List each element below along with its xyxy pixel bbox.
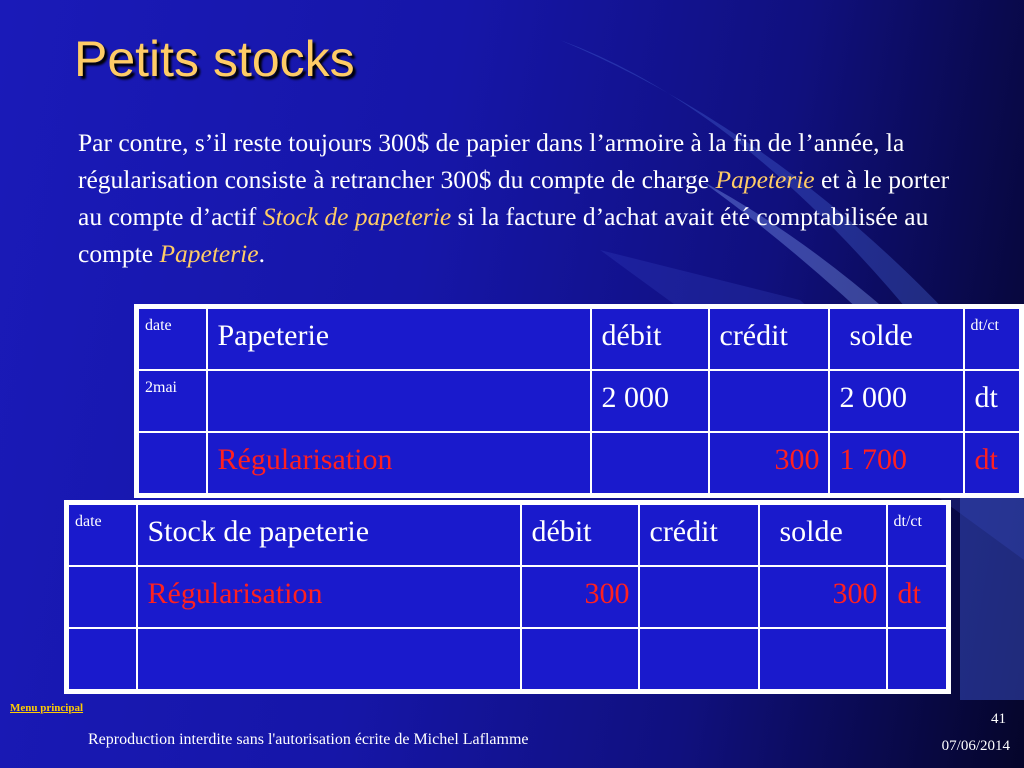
slide-paragraph [78, 124, 978, 272]
header-dtct: dt/ct [964, 307, 1022, 371]
table-row [137, 370, 1022, 432]
menu-principal-link[interactable]: Menu principal [10, 702, 84, 714]
table-row [67, 566, 949, 628]
row-credit [639, 628, 759, 692]
row-description: Régularisation [137, 566, 521, 628]
header-debit: débit [591, 307, 709, 371]
header-balance: solde [829, 307, 964, 371]
header-account: Papeterie [207, 307, 591, 371]
account-name-emphasis: Papeterie [159, 239, 259, 268]
table-row [137, 432, 1022, 496]
row-description: Régularisation [207, 432, 591, 496]
row-date: 2mai [137, 370, 207, 432]
account-name-emphasis: Papeterie [715, 165, 815, 194]
row-balance: 300 [759, 566, 887, 628]
slide-title: Petits stocks [74, 31, 355, 87]
paragraph-part: si la facture d’achat avait été comptabilisée au compte [78, 202, 929, 268]
row-description [137, 628, 521, 692]
row-date [137, 432, 207, 496]
copyright-notice: Reproduction interdite sans l'autorisation écrite de Michel Laflamme [88, 731, 529, 748]
row-description [207, 370, 591, 432]
ledger-header-row [137, 307, 1022, 371]
header-dtct: dt/ct [887, 503, 949, 567]
header-balance: solde [759, 503, 887, 567]
row-dtct: dt [964, 370, 1022, 432]
ledger-header-row [67, 503, 949, 567]
row-balance [759, 628, 887, 692]
slide-date: 07/06/2014 [941, 738, 1010, 754]
header-account: Stock de papeterie [137, 503, 521, 567]
paragraph-part: . [258, 239, 265, 268]
ledger-papeterie [134, 304, 1024, 498]
row-dtct: dt [964, 432, 1022, 496]
table-row [67, 628, 949, 692]
row-debit: 300 [521, 566, 639, 628]
row-debit [521, 628, 639, 692]
row-credit: 300 [709, 432, 829, 496]
paragraph-part: et à le porter au compte d’actif [78, 165, 950, 231]
row-credit [639, 566, 759, 628]
page-number: 41 [991, 711, 1006, 727]
account-name-emphasis: Stock de papeterie [262, 202, 452, 231]
row-date [67, 566, 137, 628]
row-debit [591, 432, 709, 496]
header-credit: crédit [709, 307, 829, 371]
row-debit: 2 000 [591, 370, 709, 432]
header-debit: débit [521, 503, 639, 567]
header-credit: crédit [639, 503, 759, 567]
row-balance: 1 700 [829, 432, 964, 496]
header-date: date [137, 307, 207, 371]
row-credit [709, 370, 829, 432]
ledger-stock-de-papeterie [64, 500, 951, 694]
paragraph-part: Par contre, s’il reste toujours 300$ de papier dans l’armoire à la fin de l’année, la régularisation consiste à retrancher 300$ du compte de charge [78, 128, 905, 194]
row-dtct [887, 628, 949, 692]
row-dtct: dt [887, 566, 949, 628]
row-date [67, 628, 137, 692]
header-date: date [67, 503, 137, 567]
row-balance: 2 000 [829, 370, 964, 432]
